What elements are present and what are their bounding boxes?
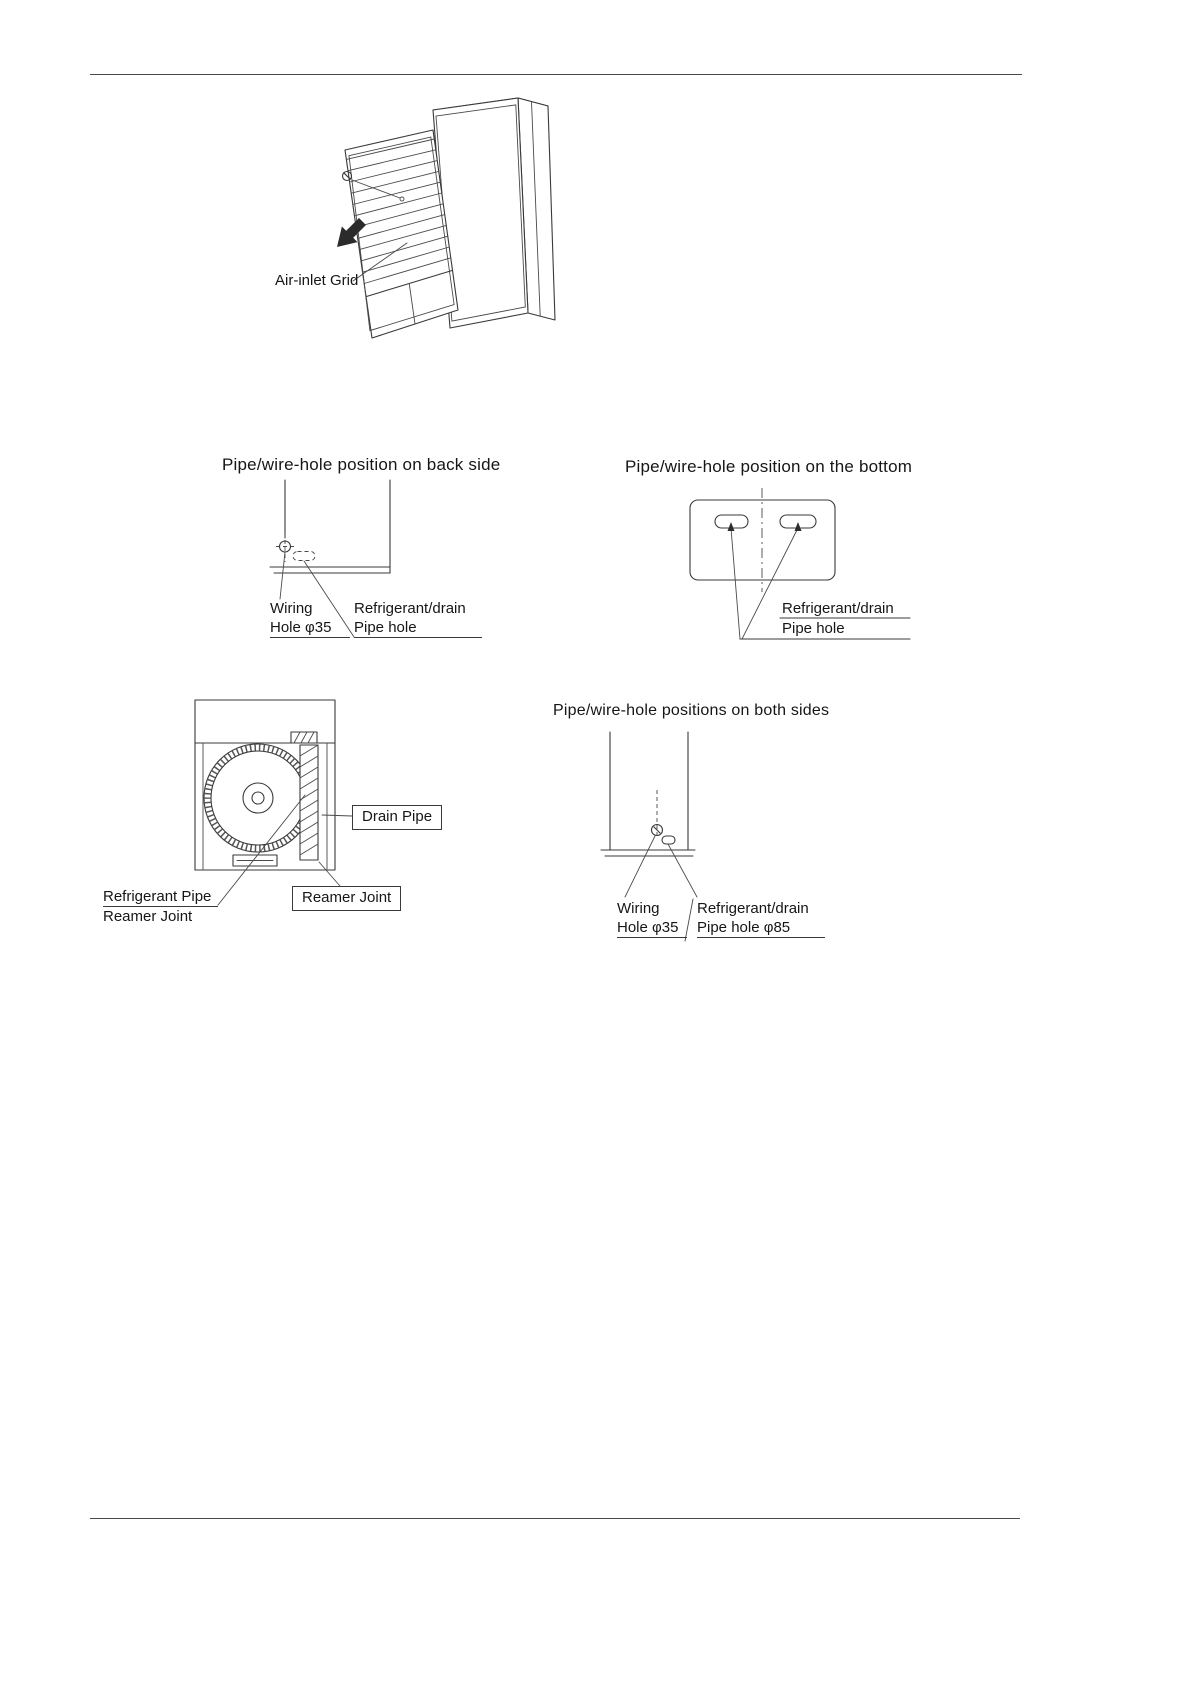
bottom-rule bbox=[90, 1518, 1020, 1519]
drain-outlet bbox=[233, 855, 277, 866]
pipe-hole-slot bbox=[293, 552, 315, 561]
air-inlet-grid-label: Air-inlet Grid bbox=[275, 272, 359, 289]
label-drain-pipe: Drain Pipe bbox=[352, 805, 442, 830]
label-refrigerant-pipe: Refrigerant Pipe Reamer Joint bbox=[103, 887, 218, 926]
label-wiring-hole-side: Wiring Hole φ35 bbox=[617, 899, 687, 938]
side-pipe-hole bbox=[662, 836, 675, 844]
label-pipe-hole-bottom: Refrigerant/drain Pipe hole bbox=[782, 600, 894, 637]
label-pipe-hole-back: Refrigerant/drain Pipe hole bbox=[354, 599, 482, 638]
label-pipe-hole-side: Refrigerant/drain Pipe hole φ85 bbox=[697, 899, 825, 938]
pipe-bundle bbox=[300, 745, 318, 860]
label-wiring-hole-back: Wiring Hole φ35 bbox=[270, 599, 350, 638]
fan-drum bbox=[204, 744, 312, 852]
top-connector-block bbox=[291, 732, 317, 743]
figure-title-both-sides: Pipe/wire-hole positions on both sides bbox=[553, 702, 830, 719]
top-rule bbox=[90, 74, 1022, 75]
figure-title-back-side: Pipe/wire-hole position on back side bbox=[222, 455, 501, 474]
label-reamer-joint: Reamer Joint bbox=[292, 886, 401, 911]
air-inlet-grid-drawing bbox=[250, 88, 590, 358]
unit-base-outline bbox=[690, 500, 835, 580]
figure-title-bottom: Pipe/wire-hole position on the bottom bbox=[625, 457, 913, 476]
